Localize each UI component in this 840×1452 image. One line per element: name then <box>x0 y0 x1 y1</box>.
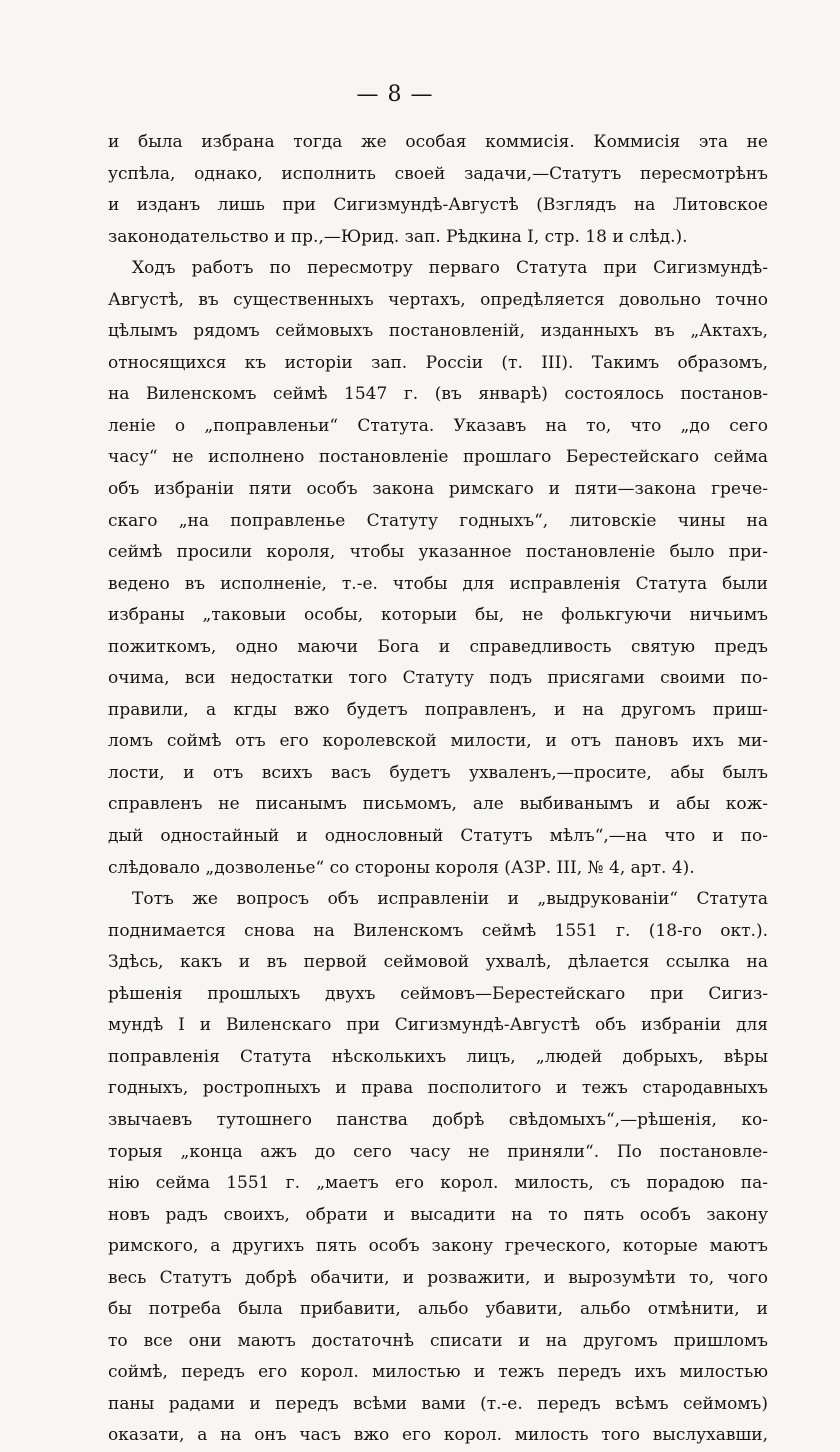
text-line: звычаевъ тутошнего панства добрѣ свѣдомыхъ“,—рѣшенія, ко- <box>108 1109 768 1130</box>
text-line: слѣдовало „дозволенье“ со стороны короля (АЗР. III, № 4, арт. 4). <box>108 857 695 878</box>
text-line: объ избраніи пяти особъ закона римскаго и пяти—закона грече- <box>108 479 768 500</box>
text-line: избраны „таковыи особы, которыи бы, не фолькгуючи ничьимъ <box>108 605 768 626</box>
text-line: оказати, а на онъ часъ вжо его корол. милость того выслухавши, <box>108 1425 768 1446</box>
text-line: годныхъ, ростропныхъ и права посполитого и тежъ стародавныхъ <box>108 1078 768 1099</box>
text-line: законодательство и пр.,—Юрид. зап. Рѣдкина I, стр. 18 и слѣд.). <box>108 226 688 247</box>
text-line: поправленія Статута нѣсколькихъ лицъ, „людей добрыхъ, вѣры <box>108 1046 768 1067</box>
text-line: соймѣ, передъ его корол. милостью и тежъ передъ ихъ милостью <box>108 1362 768 1383</box>
text-line: и изданъ лишь при Сигизмундѣ-Августѣ (Взглядъ на Литовское <box>108 195 768 216</box>
text-line: и была избрана тогда же особая коммисія. Коммисія эта не <box>108 132 768 152</box>
text-line: паны радами и передъ всѣми вами (т.-е. передъ всѣмъ сеймомъ) <box>108 1393 768 1414</box>
text-line: бы потреба была прибавити, альбо убавити, альбо отмѣнити, и <box>108 1299 768 1320</box>
body-text <box>108 127 768 1452</box>
text-line: то все они маютъ достаточнѣ списати и на другомъ пришломъ <box>108 1330 768 1351</box>
text-line: леніе о „поправленьи“ Статута. Указавъ на то, что „до сего <box>108 415 768 436</box>
page-number: — 8 — <box>356 82 434 107</box>
text-line: лости, и отъ всихъ васъ будетъ ухваленъ,—просите, абы былъ <box>108 762 768 783</box>
text-line: правили, а кгды вжо будетъ поправленъ, и на другомъ приш- <box>108 699 768 720</box>
text-line: цѣлымъ рядомъ сеймовыхъ постановленій, изданныхъ въ „Актахъ, <box>108 321 768 342</box>
text-line: ломъ соймѣ отъ его королевской милости, и отъ пановъ ихъ ми- <box>108 731 768 752</box>
text-line: новъ радъ своихъ, обрати и высадити на то пять особъ закону <box>108 1204 768 1225</box>
text-line: относящихся къ исторіи зап. Россіи (т. III). Такимъ образомъ, <box>108 352 768 373</box>
text-line: дый одностайный и однословный Статутъ мѣлъ“,—на что и по- <box>108 826 768 847</box>
text-line: ведено въ исполненіе, т.-е. чтобы для исправленія Статута были <box>108 573 768 594</box>
text-line: торыя „конца ажъ до сего часу не приняли“. По постановле- <box>108 1141 768 1162</box>
text-line: весь Статутъ добрѣ обачити, и розважити, и вырозумѣти то, чого <box>108 1267 768 1288</box>
text-line: мундѣ I и Виленскаго при Сигизмундѣ-Августѣ объ избраніи для <box>108 1015 768 1036</box>
text-line: успѣла, однако, исполнить своей задачи,—Статутъ пересмотрѣнъ <box>108 163 768 184</box>
text-line: Тотъ же вопросъ объ исправленіи и „выдрукованіи“ Статута <box>132 889 768 910</box>
text-line: римского, а другихъ пять особъ закону греческого, которые маютъ <box>108 1236 768 1257</box>
text-line: поднимается снова на Виленскомъ сеймѣ 1551 г. (18-го окт.). <box>108 920 768 941</box>
text-line: Августѣ, въ существенныхъ чертахъ, опредѣляется довольно точно <box>108 289 768 310</box>
text-line: рѣшенія прошлыхъ двухъ сеймовъ—Берестейскаго при Сигиз- <box>108 983 768 1004</box>
text-line: справленъ не писанымъ письмомъ, але выбиванымъ и абы кож- <box>108 794 768 815</box>
text-line: на Виленскомъ сеймѣ 1547 г. (въ январѣ) состоялось постанов- <box>108 384 768 405</box>
text-line: нію сейма 1551 г. „маетъ его корол. милость, съ порадою па- <box>108 1173 768 1194</box>
text-line: сеймѣ просили короля, чтобы указанное постановленіе было при- <box>108 542 768 563</box>
text-line: Ходъ работъ по пересмотру перваго Статута при Сигизмундѣ- <box>132 258 768 279</box>
text-line: пожиткомъ, одно маючи Бога и справедливость святую предъ <box>108 636 768 657</box>
text-line: очима, вси недостатки того Статуту подъ присягами своими по- <box>108 668 768 689</box>
text-line: Здѣсь, какъ и въ первой сеймовой ухвалѣ, дѣлается ссылка на <box>108 952 768 973</box>
text-line: часу“ не исполнено постановленіе прошлаго Берестейскаго сейма <box>108 447 768 468</box>
text-line: скаго „на поправленье Статуту годныхъ“, литовскіе чины на <box>108 510 768 531</box>
